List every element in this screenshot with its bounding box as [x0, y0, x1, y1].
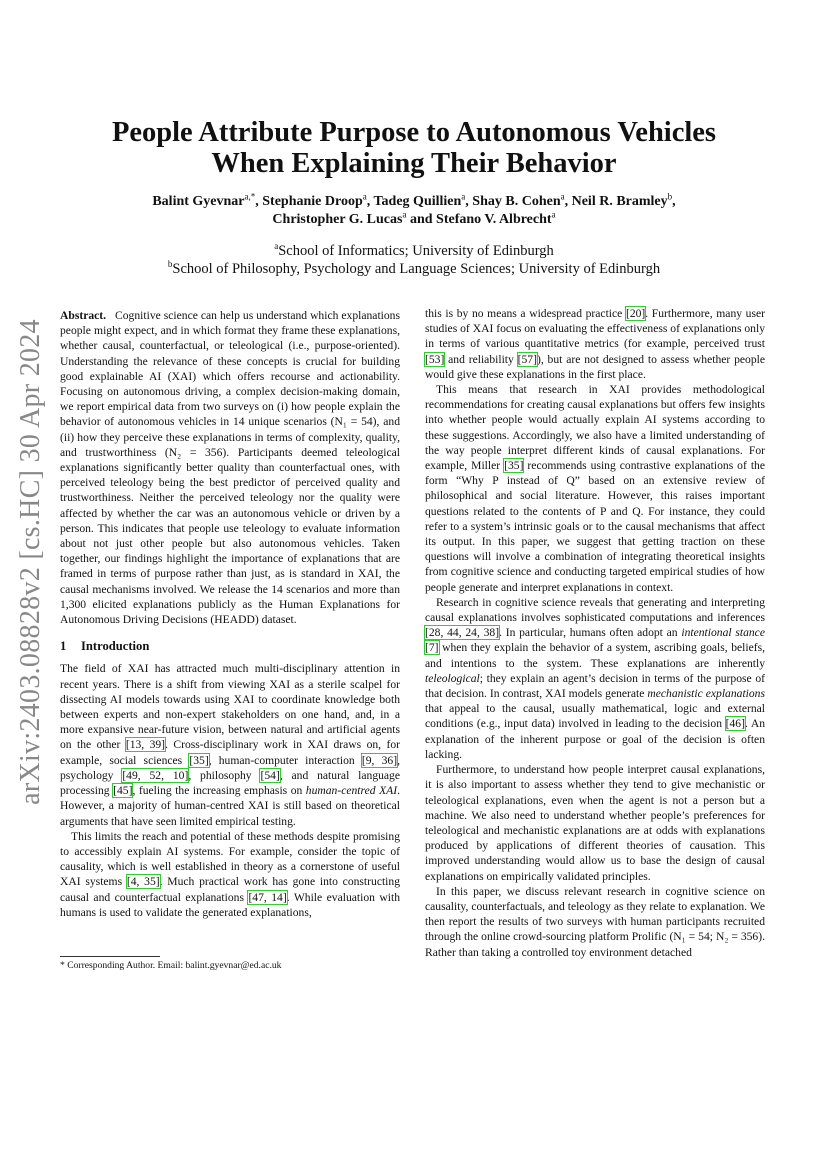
emphasis-text: human-centred XAI: [305, 784, 398, 798]
body-text: , and natural language processing: [60, 768, 400, 798]
footnote-rule: [60, 956, 160, 957]
body-text: . In particular, humans often adopt an: [499, 626, 682, 640]
author-affil-marker: a: [402, 209, 407, 220]
citation-link[interactable]: [35]: [189, 753, 209, 767]
author-name: Shay B. Cohen: [472, 194, 561, 209]
title-line-2: When Explaining Their Behavior: [211, 148, 617, 179]
citation-link[interactable]: [9, 36]: [361, 753, 398, 767]
body-text: This means that research in XAI provides methodological recommendations for creating causal explanations but offers few insights into whether people would actually explain AI systems according to these suggestions. Accordingly, we also have a limited understanding of the way people interpret different kinds of causal explanations. For example, Miller: [425, 383, 765, 473]
arxiv-identifier: arXiv:2403.08828v2 [cs.HC] 30 Apr 2024: [15, 319, 46, 805]
body-text: . However, a majority of human-centred XAI is still based on theoretical arguments that have seen limited empirical testing.: [60, 784, 400, 828]
author-separator: ,: [366, 194, 374, 209]
abstract-text: Cognitive science can help us understand which explanations people might expect, and in which format they frame these explanations, whether causal, counterfactual, or teleological (i.e., purpose-oriented). Understanding the relevance of these concepts is crucial for building good explainable AI (XAI) which offers recourse and actionability. Focusing on autonomous driving, a complex decision-making domain, we report empirical data from two surveys on (i) how people explain the behavior of autonomous vehicles in 14 unique scenarios (N₁ = 54), and (ii) how they perceive these explanations in terms of complexity, quality, and trustworthiness (N₂ = 356). Participants deemed teleological explanations significantly better quality than counterfactual ones, with perceived teleology being the best predictor of perceived quality and trustworthiness. Neither the perceived teleology nor the quality were affected by whether the car was an autonomous vehicle or driven by a person. This indicates that people use teleology to evaluate information about not just other people but also autonomous vehicles. Taken together, our findings highlight the importance of explanations that are framed in terms of purpose rather than just, as is standard in XAI, the causal mechanisms involved. We release the 14 scenarios and more than 1,300 elicited explanations publicly as the Human Explanations for Autonomous Driving Decisions (HEADD) dataset.: [60, 309, 400, 627]
citation-link[interactable]: [54]: [260, 768, 280, 782]
author-name: Tadeg Quillien: [373, 194, 462, 209]
intro-paragraph-1: [60, 661, 400, 828]
affil-text: School of Informatics; University of Edinburgh: [278, 243, 554, 259]
author-list: [80, 193, 748, 229]
citation-link[interactable]: [49, 52, 10]: [122, 768, 189, 782]
right-paragraph-4: Furthermore, to understand how people interpret causal explanations, it is also important to assess whether they tend to give mechanistic or teleological explanations, even when the agent is not a person but a machine. We also need to understand whether people’s preferences for teleological and mechanistic explanations are at odds with explanations produced by applications of different theories of causation. This improved understanding would allow us to base the design of causal explanations on empirically validated principles.: [425, 763, 765, 883]
author-separator: ,: [672, 194, 676, 209]
title-line-1: People Attribute Purpose to Autonomous Vehicles: [111, 117, 717, 148]
section-heading-introduction: [60, 639, 400, 654]
affil-marker: a: [274, 241, 279, 252]
section-title: Introduction: [81, 639, 150, 654]
body-text: The field of XAI has attracted much multi-disciplinary attention in recent years. There is a shift from viewing XAI as a sterile scalpel for dissecting AI models towards using XAI to coordinate knowledge both between experts and non-expert stakeholders on one hand, and, in a more expansive near-future vision, between natural and artificial agents on the other: [60, 662, 400, 752]
author-name: Balint Gyevnar: [152, 194, 245, 209]
citation-link[interactable]: [7]: [425, 641, 439, 655]
author-affil-marker[interactable]: a,*: [244, 191, 256, 202]
author-name: Neil R. Bramley: [571, 194, 668, 209]
author-name: Stephanie Droop: [262, 194, 363, 209]
citation-link[interactable]: [4, 35]: [126, 875, 160, 889]
body-text: . Cross-disciplinary work in XAI draws on, for example, social sciences: [60, 738, 401, 767]
author-affil-marker: a: [560, 191, 565, 202]
citation-link[interactable]: [13, 39]: [125, 738, 166, 752]
left-column: [60, 308, 400, 920]
citation-link[interactable]: [45]: [113, 784, 133, 798]
author-separator: ,: [465, 194, 473, 209]
citation-link[interactable]: [47, 14]: [248, 890, 287, 904]
right-paragraph-1: [425, 306, 765, 382]
paper-title: [80, 117, 748, 179]
body-text: . An explanation of the inherent purpose or goal of the decision is often lacking.: [425, 717, 766, 761]
author-separator: ,: [564, 194, 572, 209]
body-text: recommends using contrastive explanations of the form “Why P instead of Q” based on an extensive review of philosophical and social literature. However, this raises important questions related to the contents of P and Q. For instance, they could refer to a system’s intrinsic goals or to the causal mechanisms that affect its output. In this paper, we suggest that getting traction on these questions will involve a combination of integrating theoretical insights from cognitive science and conducting targeted empirical studies of how people generate and interpret explanations in context.: [425, 459, 765, 594]
body-text: ; they explain an agent’s decision in terms of the purpose of that decision. In contrast, XAI models generate: [425, 671, 765, 701]
body-text: , psychology: [60, 753, 400, 782]
body-text: . Furthermore, many user studies of XAI focus on evaluating the effectiveness of explanations only in terms of various quantitative metrics (for example, perceived trust: [425, 307, 765, 351]
citation-link[interactable]: [57]: [517, 352, 537, 366]
affil-text: School of Philosophy, Psychology and Language Sciences; University of Edinburgh: [172, 261, 661, 277]
author-separator: and: [406, 212, 437, 227]
abstract: [60, 308, 400, 627]
affiliation-b: [80, 260, 748, 278]
right-paragraph-3: [425, 595, 765, 762]
body-text: this is by no means a widespread practice: [425, 307, 626, 320]
right-paragraph-5: In this paper, we discuss relevant research in cognitive science on causality, counterfactuals, and teleology as they relate to explanation. We then report the results of two surveys with human participants recruited through the online crowd-sourcing platform Prolific (N₁ = 54; N₂ = 356). Rather than taking a controlled toy environment detached: [425, 884, 765, 959]
author-affil-marker: a: [551, 209, 556, 220]
right-paragraph-2: [425, 382, 765, 595]
body-text: Research in cognitive science reveals that generating and interpreting causal explanations involves sophisticated computations and inferences: [425, 595, 765, 625]
body-text: , fueling the increasing emphasis on: [132, 784, 306, 798]
body-text: . While evaluation with humans is used to validate the generated explanations,: [60, 890, 400, 919]
author-name: Christopher G. Lucas: [272, 212, 403, 227]
body-text: This limits the reach and potential of these methods despite promising to accessibly explain AI systems. For example, consider the topic of causality, which is well established in theory as a cornerstone of useful XAI systems: [60, 829, 400, 889]
intro-paragraph-2: [60, 829, 400, 920]
emphasis-text: mechanistic explanations: [647, 687, 765, 701]
emphasis-text: intentional stance: [681, 626, 765, 640]
section-number: 1: [60, 639, 67, 654]
body-text: ), but are not designed to assess whether people would give these explanations in the first place.: [425, 352, 765, 381]
affiliations: [80, 242, 748, 278]
emphasis-text: teleological: [425, 671, 480, 685]
author-affil-marker: a: [362, 191, 367, 202]
body-text: that appeal to the causal, usually mathematical, logic and external conditions (e.g., input data) involved in leading to the decision: [425, 702, 765, 731]
body-text: . Much practical work has gone into constructing causal and counterfactual explanations: [60, 875, 400, 904]
body-text: when they explain the behavior of a system, ascribing goals, beliefs, and intentions to the system. These explanations are inherently: [425, 641, 765, 670]
citation-link[interactable]: [35]: [504, 459, 524, 473]
author-affil-marker: a: [461, 191, 466, 202]
author-affil-marker: b: [667, 191, 673, 202]
body-text: and reliability: [444, 352, 518, 366]
right-column: [425, 306, 765, 960]
citation-link[interactable]: [28, 44, 24, 38]: [425, 626, 500, 640]
body-text: , human-computer interaction: [208, 753, 362, 767]
body-text: , philosophy: [188, 768, 261, 782]
abstract-label: Abstract.: [60, 309, 107, 322]
affil-marker: b: [167, 259, 173, 270]
citation-link[interactable]: [46]: [725, 717, 745, 731]
footnote: * Corresponding Author. Email: balint.gyevnar@ed.ac.uk: [60, 960, 282, 971]
citation-link[interactable]: [53]: [425, 352, 445, 366]
affiliation-a: [80, 242, 748, 260]
author-separator: ,: [255, 194, 263, 209]
citation-link[interactable]: [20]: [625, 307, 646, 320]
author-name: Stefano V. Albrecht: [436, 212, 552, 227]
